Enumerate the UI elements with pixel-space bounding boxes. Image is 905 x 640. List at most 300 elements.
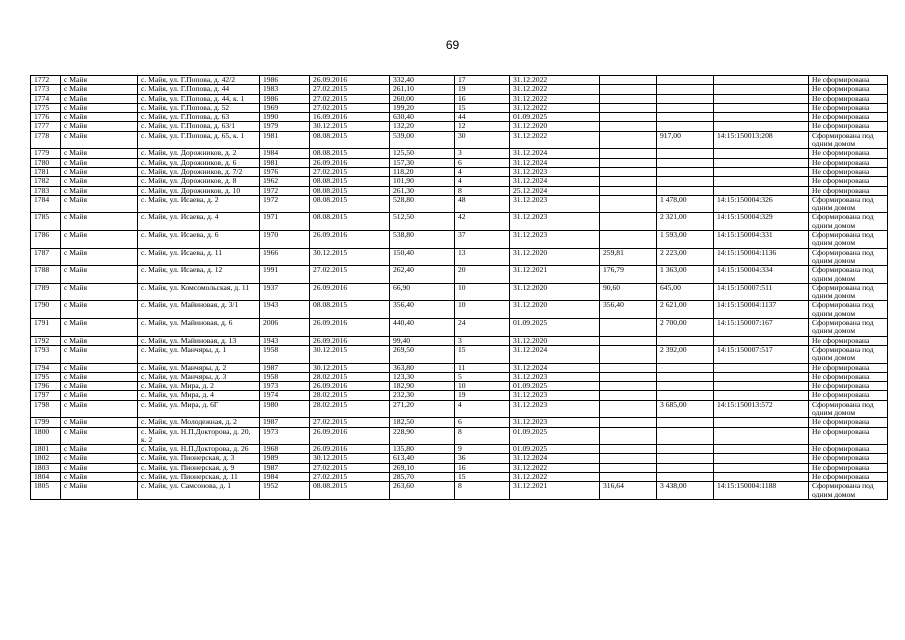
year-built-cell: 1984 (260, 473, 310, 482)
cadastral-area-cell (657, 336, 714, 345)
plot-status-cell: Не сформирована (809, 382, 888, 391)
cadastral-number-cell: 14:15:150007:167 (714, 319, 809, 337)
table-row (31, 345, 888, 363)
plot-status-cell: Не сформирована (809, 85, 888, 94)
row-number-cell: 1798 (31, 400, 61, 418)
recognition-date-cell: 08.08.2015 (310, 213, 390, 231)
recognition-date-cell: 27.02.2015 (310, 463, 390, 472)
settlement-cell: с Майя (61, 167, 138, 176)
plot-status-cell: Не сформирована (809, 113, 888, 122)
cadastral-number-cell: 14:15:150013:572 (714, 400, 809, 418)
recognition-date-cell: 26.09.2016 (310, 445, 390, 454)
residents-cell: 44 (455, 113, 510, 122)
plot-area-cell (600, 336, 657, 345)
year-built-cell: 1970 (260, 231, 310, 249)
table-row (31, 301, 888, 319)
plot-area-cell (600, 186, 657, 195)
relocation-deadline-cell: 31.12.2022 (510, 103, 600, 112)
cadastral-number-cell (714, 463, 809, 472)
row-number-cell: 1792 (31, 336, 61, 345)
table-row (31, 149, 888, 158)
cadastral-number-cell (714, 454, 809, 463)
residents-cell: 5 (455, 372, 510, 381)
residents-cell: 8 (455, 186, 510, 195)
residents-cell: 3 (455, 336, 510, 345)
row-number-cell: 1793 (31, 345, 61, 363)
area-cell: 528,80 (390, 195, 455, 213)
recognition-date-cell: 08.08.2015 (310, 195, 390, 213)
settlement-cell: с Майя (61, 391, 138, 400)
area-cell: 118,20 (390, 167, 455, 176)
residents-cell: 17 (455, 76, 510, 85)
recognition-date-cell: 08.08.2015 (310, 186, 390, 195)
cadastral-area-cell: 3 438,00 (657, 482, 714, 500)
table-row (31, 131, 888, 149)
residents-cell: 12 (455, 122, 510, 131)
table-row (31, 400, 888, 418)
row-number-cell: 1800 (31, 427, 61, 445)
cadastral-number-cell (714, 418, 809, 427)
address-cell: с. Майя, ул. Дорожников, д. 2 (138, 149, 260, 158)
cadastral-area-cell (657, 167, 714, 176)
table-row (31, 248, 888, 266)
cadastral-area-cell (657, 445, 714, 454)
row-number-cell: 1785 (31, 213, 61, 231)
area-cell: 538,80 (390, 231, 455, 249)
plot-status-cell: Сформирована под одним домом (809, 319, 888, 337)
table-row (31, 231, 888, 249)
plot-status-cell: Не сформирована (809, 372, 888, 381)
row-number-cell: 1801 (31, 445, 61, 454)
plot-area-cell (600, 158, 657, 167)
address-cell: с. Майя, ул. Исаева, д. 12 (138, 266, 260, 284)
address-cell: с. Майя, ул. Майиновая, д. 3/1 (138, 301, 260, 319)
cadastral-number-cell (714, 85, 809, 94)
address-cell: с. Майя, ул. Н.П.Докторова, д. 26 (138, 445, 260, 454)
relocation-deadline-cell: 31.12.2020 (510, 301, 600, 319)
cadastral-area-cell (657, 372, 714, 381)
cadastral-area-cell (657, 463, 714, 472)
year-built-cell: 1958 (260, 372, 310, 381)
relocation-deadline-cell: 31.12.2021 (510, 482, 600, 500)
table-row (31, 418, 888, 427)
plot-area-cell (600, 167, 657, 176)
settlement-cell: с Майя (61, 266, 138, 284)
area-cell: 228,90 (390, 427, 455, 445)
address-cell: с. Майя, ул. Майиновая, д. 6 (138, 319, 260, 337)
residents-cell: 11 (455, 363, 510, 372)
recognition-date-cell: 27.02.2015 (310, 473, 390, 482)
settlement-cell: с Майя (61, 248, 138, 266)
cadastral-area-cell: 3 685,00 (657, 400, 714, 418)
table-row (31, 463, 888, 472)
recognition-date-cell: 26.09.2016 (310, 427, 390, 445)
address-cell: с. Майя, ул. Мира, д. 2 (138, 382, 260, 391)
year-built-cell: 1984 (260, 149, 310, 158)
cadastral-number-cell: 14:15:150007:511 (714, 283, 809, 301)
plot-status-cell: Не сформирована (809, 427, 888, 445)
year-built-cell: 1986 (260, 94, 310, 103)
year-built-cell: 1958 (260, 345, 310, 363)
relocation-deadline-cell: 31.12.2024 (510, 177, 600, 186)
area-cell: 232,30 (390, 391, 455, 400)
residents-cell: 9 (455, 445, 510, 454)
area-cell: 285,70 (390, 473, 455, 482)
residents-cell: 16 (455, 463, 510, 472)
area-cell: 199,20 (390, 103, 455, 112)
address-cell: с. Майя, ул. Исаева, д. 4 (138, 213, 260, 231)
area-cell: 150,40 (390, 248, 455, 266)
table-row (31, 266, 888, 284)
recognition-date-cell: 27.02.2015 (310, 418, 390, 427)
settlement-cell: с Майя (61, 149, 138, 158)
area-cell: 182,90 (390, 382, 455, 391)
row-number-cell: 1782 (31, 177, 61, 186)
cadastral-area-cell: 917,00 (657, 131, 714, 149)
recognition-date-cell: 28.02.2015 (310, 400, 390, 418)
cadastral-area-cell (657, 158, 714, 167)
settlement-cell: с Майя (61, 454, 138, 463)
residents-cell: 37 (455, 231, 510, 249)
area-cell: 262,40 (390, 266, 455, 284)
cadastral-area-cell (657, 418, 714, 427)
cadastral-number-cell (714, 391, 809, 400)
address-cell: с. Майя, ул. Г.Попова, д. 63/1 (138, 122, 260, 131)
plot-area-cell (600, 372, 657, 381)
plot-status-cell: Не сформирована (809, 94, 888, 103)
relocation-deadline-cell: 25.12.2024 (510, 186, 600, 195)
cadastral-number-cell: 14:15:150004:334 (714, 266, 809, 284)
year-built-cell: 1987 (260, 418, 310, 427)
row-number-cell: 1783 (31, 186, 61, 195)
area-cell: 66,90 (390, 283, 455, 301)
year-built-cell: 1973 (260, 427, 310, 445)
cadastral-number-cell (714, 186, 809, 195)
relocation-deadline-cell: 31.12.2023 (510, 372, 600, 381)
plot-status-cell: Не сформирована (809, 454, 888, 463)
year-built-cell: 1991 (260, 266, 310, 284)
table-row (31, 122, 888, 131)
address-cell: с. Майя, ул. Г.Попова, д. 44, к. 1 (138, 94, 260, 103)
recognition-date-cell: 26.09.2016 (310, 76, 390, 85)
table-row (31, 427, 888, 445)
cadastral-number-cell (714, 113, 809, 122)
address-cell: с. Майя, ул. Исаева, д. 6 (138, 231, 260, 249)
row-number-cell: 1786 (31, 231, 61, 249)
cadastral-number-cell (714, 94, 809, 103)
area-cell: 99,40 (390, 336, 455, 345)
plot-area-cell (600, 391, 657, 400)
cadastral-number-cell: 14:15:150004:326 (714, 195, 809, 213)
address-cell: с. Майя, ул. Самсонова, д. 1 (138, 482, 260, 500)
settlement-cell: с Майя (61, 363, 138, 372)
cadastral-area-cell: 1 593,00 (657, 231, 714, 249)
cadastral-area-cell: 2 621,00 (657, 301, 714, 319)
plot-area-cell (600, 122, 657, 131)
relocation-deadline-cell: 01.09.2025 (510, 382, 600, 391)
cadastral-number-cell (714, 177, 809, 186)
recognition-date-cell: 30.12.2015 (310, 122, 390, 131)
row-number-cell: 1797 (31, 391, 61, 400)
recognition-date-cell: 30.12.2015 (310, 345, 390, 363)
recognition-date-cell: 08.08.2015 (310, 149, 390, 158)
year-built-cell: 1971 (260, 213, 310, 231)
area-cell: 613,40 (390, 454, 455, 463)
residents-cell: 19 (455, 85, 510, 94)
table-row (31, 103, 888, 112)
recognition-date-cell: 08.08.2015 (310, 177, 390, 186)
year-built-cell: 1983 (260, 85, 310, 94)
row-number-cell: 1788 (31, 266, 61, 284)
area-cell: 630,40 (390, 113, 455, 122)
cadastral-number-cell: 14:15:150004:329 (714, 213, 809, 231)
cadastral-number-cell: 14:15:150004:1136 (714, 248, 809, 266)
residents-cell: 48 (455, 195, 510, 213)
year-built-cell: 2006 (260, 319, 310, 337)
residents-cell: 36 (455, 454, 510, 463)
year-built-cell: 1986 (260, 76, 310, 85)
area-cell: 260,00 (390, 94, 455, 103)
address-cell: с. Майя, ул. Комсомольская, д. 11 (138, 283, 260, 301)
year-built-cell: 1987 (260, 363, 310, 372)
recognition-date-cell: 26.09.2016 (310, 382, 390, 391)
relocation-deadline-cell: 31.12.2023 (510, 195, 600, 213)
relocation-deadline-cell: 31.12.2022 (510, 85, 600, 94)
cadastral-number-cell (714, 427, 809, 445)
year-built-cell: 1937 (260, 283, 310, 301)
year-built-cell: 1968 (260, 445, 310, 454)
row-number-cell: 1799 (31, 418, 61, 427)
row-number-cell: 1780 (31, 158, 61, 167)
table-row (31, 94, 888, 103)
area-cell: 539,00 (390, 131, 455, 149)
area-cell: 123,30 (390, 372, 455, 381)
year-built-cell: 1974 (260, 391, 310, 400)
plot-status-cell: Не сформирована (809, 177, 888, 186)
plot-area-cell: 259,81 (600, 248, 657, 266)
residents-cell: 10 (455, 382, 510, 391)
recognition-date-cell: 26.09.2016 (310, 283, 390, 301)
recognition-date-cell: 28.02.2015 (310, 391, 390, 400)
area-cell: 101,90 (390, 177, 455, 186)
plot-status-cell: Не сформирована (809, 391, 888, 400)
recognition-date-cell: 26.09.2016 (310, 158, 390, 167)
relocation-deadline-cell: 31.12.2020 (510, 336, 600, 345)
address-cell: с. Майя, ул. Манчяры, д. 1 (138, 345, 260, 363)
cadastral-area-cell: 2 700,00 (657, 319, 714, 337)
cadastral-number-cell (714, 158, 809, 167)
row-number-cell: 1805 (31, 482, 61, 500)
plot-status-cell: Сформирована под одним домом (809, 283, 888, 301)
plot-area-cell (600, 345, 657, 363)
residents-cell: 3 (455, 149, 510, 158)
address-cell: с. Майя, ул. Исаева, д. 11 (138, 248, 260, 266)
page-number: 69 (445, 38, 460, 52)
cadastral-area-cell: 1 363,00 (657, 266, 714, 284)
table-row (31, 391, 888, 400)
area-cell: 269,10 (390, 463, 455, 472)
recognition-date-cell: 28.02.2015 (310, 372, 390, 381)
plot-status-cell: Сформирована под одним домом (809, 482, 888, 500)
row-number-cell: 1803 (31, 463, 61, 472)
relocation-deadline-cell: 31.12.2024 (510, 158, 600, 167)
plot-status-cell: Сформирована под одним домом (809, 131, 888, 149)
plot-status-cell: Не сформирована (809, 149, 888, 158)
relocation-deadline-cell: 31.12.2022 (510, 76, 600, 85)
settlement-cell: с Майя (61, 131, 138, 149)
relocation-deadline-cell: 31.12.2022 (510, 463, 600, 472)
plot-area-cell (600, 427, 657, 445)
settlement-cell: с Майя (61, 122, 138, 131)
recognition-date-cell: 26.09.2016 (310, 336, 390, 345)
relocation-deadline-cell: 31.12.2022 (510, 131, 600, 149)
plot-area-cell (600, 213, 657, 231)
area-cell: 182,50 (390, 418, 455, 427)
address-cell: с. Майя, ул. Манчяры, д. 3 (138, 372, 260, 381)
plot-area-cell (600, 445, 657, 454)
row-number-cell: 1772 (31, 76, 61, 85)
recognition-date-cell: 27.02.2015 (310, 94, 390, 103)
settlement-cell: с Майя (61, 382, 138, 391)
row-number-cell: 1795 (31, 372, 61, 381)
cadastral-area-cell: 2 223,00 (657, 248, 714, 266)
cadastral-area-cell (657, 149, 714, 158)
address-cell: с. Майя, ул. Г.Попова, д. 44 (138, 85, 260, 94)
plot-area-cell (600, 177, 657, 186)
cadastral-number-cell (714, 122, 809, 131)
row-number-cell: 1776 (31, 113, 61, 122)
residents-cell: 4 (455, 167, 510, 176)
cadastral-area-cell: 1 478,00 (657, 195, 714, 213)
plot-area-cell (600, 382, 657, 391)
relocation-deadline-cell: 31.12.2024 (510, 345, 600, 363)
cadastral-number-cell (714, 336, 809, 345)
cadastral-number-cell (714, 149, 809, 158)
settlement-cell: с Майя (61, 186, 138, 195)
plot-area-cell (600, 319, 657, 337)
plot-area-cell (600, 103, 657, 112)
settlement-cell: с Майя (61, 445, 138, 454)
cadastral-area-cell (657, 363, 714, 372)
residents-cell: 15 (455, 103, 510, 112)
area-cell: 132,20 (390, 122, 455, 131)
recognition-date-cell: 08.08.2015 (310, 482, 390, 500)
row-number-cell: 1791 (31, 319, 61, 337)
table-row (31, 195, 888, 213)
relocation-deadline-cell: 31.12.2023 (510, 167, 600, 176)
cadastral-area-cell (657, 427, 714, 445)
plot-area-cell (600, 131, 657, 149)
area-cell: 125,50 (390, 149, 455, 158)
settlement-cell: с Майя (61, 195, 138, 213)
recognition-date-cell: 26.09.2016 (310, 231, 390, 249)
plot-area-cell (600, 85, 657, 94)
cadastral-number-cell: 14:15:150004:1137 (714, 301, 809, 319)
year-built-cell: 1966 (260, 248, 310, 266)
address-cell: с. Майя, ул. Г.Попова, д. 42/2 (138, 76, 260, 85)
residents-cell: 15 (455, 473, 510, 482)
relocation-deadline-cell: 31.12.2023 (510, 213, 600, 231)
table-row (31, 158, 888, 167)
relocation-deadline-cell: 31.12.2023 (510, 418, 600, 427)
plot-status-cell: Не сформирована (809, 336, 888, 345)
plot-status-cell: Не сформирована (809, 473, 888, 482)
address-cell: с. Майя, ул. Молодежная, д. 2 (138, 418, 260, 427)
plot-area-cell: 176,79 (600, 266, 657, 284)
plot-area-cell: 356,40 (600, 301, 657, 319)
area-cell: 261,10 (390, 85, 455, 94)
table-row (31, 283, 888, 301)
settlement-cell: с Майя (61, 319, 138, 337)
year-built-cell: 1987 (260, 463, 310, 472)
plot-status-cell: Сформирована под одним домом (809, 231, 888, 249)
cadastral-area-cell (657, 177, 714, 186)
address-cell: с. Майя, ул. Г.Попова, д. 65, к. 1 (138, 131, 260, 149)
area-cell: 261,30 (390, 186, 455, 195)
row-number-cell: 1781 (31, 167, 61, 176)
row-number-cell: 1787 (31, 248, 61, 266)
table-row (31, 76, 888, 85)
plot-area-cell (600, 463, 657, 472)
residents-cell: 20 (455, 266, 510, 284)
address-cell: с. Майя, ул. Майиновая, д. 13 (138, 336, 260, 345)
plot-area-cell: 90,60 (600, 283, 657, 301)
table-row (31, 319, 888, 337)
area-cell: 332,40 (390, 76, 455, 85)
row-number-cell: 1775 (31, 103, 61, 112)
recognition-date-cell: 16.09.2016 (310, 113, 390, 122)
relocation-deadline-cell: 31.12.2020 (510, 122, 600, 131)
plot-area-cell (600, 418, 657, 427)
area-cell: 157,30 (390, 158, 455, 167)
residents-cell: 30 (455, 131, 510, 149)
row-number-cell: 1778 (31, 131, 61, 149)
year-built-cell: 1962 (260, 177, 310, 186)
relocation-deadline-cell: 01.09.2025 (510, 113, 600, 122)
area-cell: 271,20 (390, 400, 455, 418)
table-row (31, 363, 888, 372)
year-built-cell: 1943 (260, 336, 310, 345)
plot-area-cell: 316,64 (600, 482, 657, 500)
cadastral-area-cell (657, 85, 714, 94)
address-cell: с. Майя, ул. Пионерская, д. 3 (138, 454, 260, 463)
cadastral-number-cell (714, 103, 809, 112)
cadastral-number-cell: 14:15:150004:1188 (714, 482, 809, 500)
settlement-cell: с Майя (61, 301, 138, 319)
relocation-deadline-cell: 31.12.2020 (510, 283, 600, 301)
plot-status-cell: Сформирована под одним домом (809, 400, 888, 418)
plot-area-cell (600, 400, 657, 418)
table-row (31, 454, 888, 463)
relocation-deadline-cell: 31.12.2024 (510, 454, 600, 463)
year-built-cell: 1972 (260, 195, 310, 213)
residents-cell: 8 (455, 427, 510, 445)
settlement-cell: с Майя (61, 427, 138, 445)
cadastral-number-cell (714, 382, 809, 391)
plot-status-cell: Не сформирована (809, 445, 888, 454)
table-row (31, 85, 888, 94)
residents-cell: 16 (455, 94, 510, 103)
address-cell: с. Майя, ул. Г.Попова, д. 63 (138, 113, 260, 122)
row-number-cell: 1779 (31, 149, 61, 158)
cadastral-number-cell: 14:15:150004:331 (714, 231, 809, 249)
residents-cell: 19 (455, 391, 510, 400)
row-number-cell: 1804 (31, 473, 61, 482)
plot-area-cell (600, 454, 657, 463)
recognition-date-cell: 30.12.2015 (310, 363, 390, 372)
settlement-cell: с Майя (61, 418, 138, 427)
plot-status-cell: Не сформирована (809, 463, 888, 472)
